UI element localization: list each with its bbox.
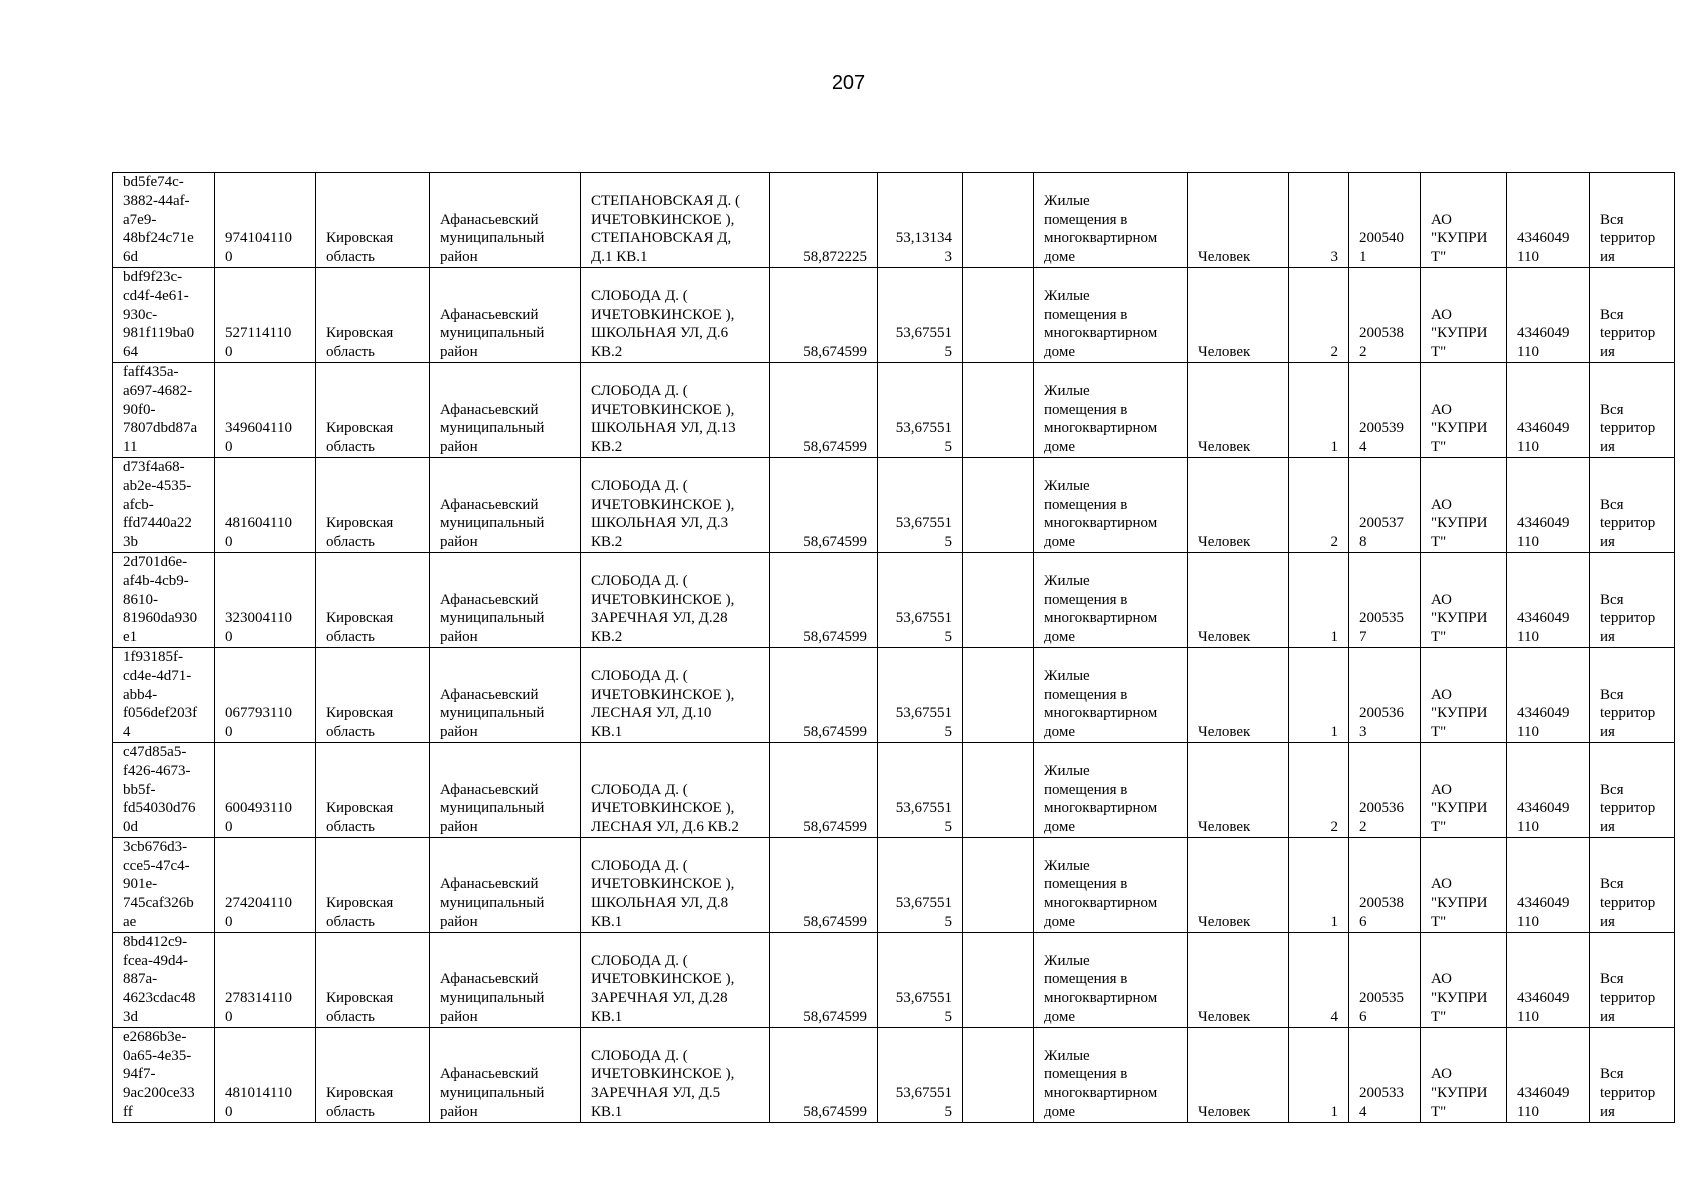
cell-address: СЛОБОДА Д. ( ИЧЕТОВКИНСКОЕ ), ШКОЛЬНАЯ УЛ, Д.13 КВ.2 (581, 362, 770, 457)
cell-district: Афанасьевский муниципальный район (430, 457, 581, 552)
cell-inn: 4346049 110 (1507, 1027, 1590, 1122)
cell-longitude: 53,67551 5 (878, 552, 963, 647)
cell-longitude: 53,67551 5 (878, 1027, 963, 1122)
cell-territory: Вся tерритор ия (1590, 742, 1675, 837)
cell-region: Кировская область (316, 173, 430, 268)
cell-object-type: Жилые помещения в многоквартирном доме (1034, 362, 1188, 457)
cell-longitude: 53,67551 5 (878, 267, 963, 362)
cell-longitude: 53,67551 5 (878, 647, 963, 742)
cell-number: 200539 4 (1349, 362, 1421, 457)
cell-district: Афанасьевский муниципальный район (430, 362, 581, 457)
cell-district: Афанасьевский муниципальный район (430, 742, 581, 837)
cell-longitude: 53,67551 5 (878, 932, 963, 1027)
cell-region: Кировская область (316, 837, 430, 932)
cell-district: Афанасьевский муниципальный район (430, 1027, 581, 1122)
table-row (113, 457, 1675, 552)
cell-unit: Человек (1188, 932, 1289, 1027)
cell-latitude: 58,674599 (770, 647, 878, 742)
cell-district: Афанасьевский муниципальный район (430, 837, 581, 932)
cell-address: СЛОБОДА Д. ( ИЧЕТОВКИНСКОЕ ), ЗАРЕЧНАЯ УЛ, Д.5 КВ.1 (581, 1027, 770, 1122)
cell-address: СЛОБОДА Д. ( ИЧЕТОВКИНСКОЕ ), ЛЕСНАЯ УЛ, Д.6 КВ.2 (581, 742, 770, 837)
registry-table (112, 172, 1675, 1123)
cell-district: Афанасьевский муниципальный район (430, 267, 581, 362)
cell-latitude: 58,674599 (770, 742, 878, 837)
cell-longitude: 53,67551 5 (878, 457, 963, 552)
cell-id: 3cb676d3- cce5-47c4- 901e- 745caf326b ae (113, 837, 215, 932)
cell-inn: 4346049 110 (1507, 932, 1590, 1027)
cell-longitude: 53,67551 5 (878, 742, 963, 837)
table-row (113, 362, 1675, 457)
cell-region: Кировская область (316, 647, 430, 742)
cell-object-type: Жилые помещения в многоквартирном доме (1034, 742, 1188, 837)
cell-code: 274204110 0 (215, 837, 316, 932)
cell-unit: Человек (1188, 837, 1289, 932)
table-row (113, 647, 1675, 742)
cell-code: 481014110 0 (215, 1027, 316, 1122)
cell-number: 200535 6 (1349, 932, 1421, 1027)
cell-inn: 4346049 110 (1507, 173, 1590, 268)
cell-id: c47d85a5- f426-4673- bb5f- fd54030d76 0d (113, 742, 215, 837)
table-row (113, 932, 1675, 1027)
cell-inn: 4346049 110 (1507, 837, 1590, 932)
cell-latitude: 58,872225 (770, 173, 878, 268)
cell-territory: Вся tерритор ия (1590, 932, 1675, 1027)
cell-empty (963, 362, 1034, 457)
cell-latitude: 58,674599 (770, 552, 878, 647)
cell-organization: АО "КУПРИ Т" (1421, 742, 1507, 837)
cell-empty (963, 552, 1034, 647)
cell-district: Афанасьевский муниципальный район (430, 173, 581, 268)
cell-inn: 4346049 110 (1507, 552, 1590, 647)
cell-region: Кировская область (316, 742, 430, 837)
cell-empty (963, 267, 1034, 362)
cell-number: 200535 7 (1349, 552, 1421, 647)
cell-empty (963, 932, 1034, 1027)
cell-code: 323004110 0 (215, 552, 316, 647)
cell-code: 278314110 0 (215, 932, 316, 1027)
cell-number: 200538 2 (1349, 267, 1421, 362)
cell-code: 527114110 0 (215, 267, 316, 362)
cell-empty (963, 173, 1034, 268)
cell-latitude: 58,674599 (770, 457, 878, 552)
cell-count: 1 (1289, 362, 1349, 457)
cell-organization: АО "КУПРИ Т" (1421, 267, 1507, 362)
cell-latitude: 58,674599 (770, 1027, 878, 1122)
cell-count: 3 (1289, 173, 1349, 268)
cell-empty (963, 457, 1034, 552)
cell-inn: 4346049 110 (1507, 267, 1590, 362)
cell-organization: АО "КУПРИ Т" (1421, 1027, 1507, 1122)
cell-empty (963, 837, 1034, 932)
cell-inn: 4346049 110 (1507, 742, 1590, 837)
cell-territory: Вся tерритор ия (1590, 173, 1675, 268)
cell-organization: АО "КУПРИ Т" (1421, 932, 1507, 1027)
cell-id: bdf9f23c- cd4f-4e61- 930c- 981f119ba0 64 (113, 267, 215, 362)
cell-region: Кировская область (316, 552, 430, 647)
cell-district: Афанасьевский муниципальный район (430, 932, 581, 1027)
cell-address: СЛОБОДА Д. ( ИЧЕТОВКИНСКОЕ ), ЗАРЕЧНАЯ УЛ, Д.28 КВ.1 (581, 932, 770, 1027)
cell-territory: Вся tерритор ия (1590, 552, 1675, 647)
cell-address: СЛОБОДА Д. ( ИЧЕТОВКИНСКОЕ ), ЛЕСНАЯ УЛ, Д.10 КВ.1 (581, 647, 770, 742)
cell-inn: 4346049 110 (1507, 457, 1590, 552)
cell-id: d73f4a68- ab2e-4535- afcb- ffd7440a22 3b (113, 457, 215, 552)
cell-unit: Человек (1188, 742, 1289, 837)
cell-unit: Человек (1188, 362, 1289, 457)
cell-object-type: Жилые помещения в многоквартирном доме (1034, 173, 1188, 268)
cell-latitude: 58,674599 (770, 362, 878, 457)
table-row (113, 837, 1675, 932)
cell-inn: 4346049 110 (1507, 362, 1590, 457)
cell-object-type: Жилые помещения в многоквартирном доме (1034, 457, 1188, 552)
cell-empty (963, 647, 1034, 742)
cell-region: Кировская область (316, 932, 430, 1027)
cell-region: Кировская область (316, 457, 430, 552)
cell-organization: АО "КУПРИ Т" (1421, 362, 1507, 457)
cell-address: СТЕПАНОВСКАЯ Д. ( ИЧЕТОВКИНСКОЕ ), СТЕПАНОВСКАЯ Д, Д.1 КВ.1 (581, 173, 770, 268)
cell-object-type: Жилые помещения в многоквартирном доме (1034, 267, 1188, 362)
cell-object-type: Жилые помещения в многоквартирном доме (1034, 552, 1188, 647)
cell-organization: АО "КУПРИ Т" (1421, 647, 1507, 742)
cell-territory: Вся tерритор ия (1590, 457, 1675, 552)
cell-unit: Человек (1188, 647, 1289, 742)
cell-territory: Вся tерритор ия (1590, 837, 1675, 932)
cell-count: 2 (1289, 267, 1349, 362)
cell-region: Кировская область (316, 1027, 430, 1122)
cell-latitude: 58,674599 (770, 932, 878, 1027)
cell-latitude: 58,674599 (770, 267, 878, 362)
table-row (113, 1027, 1675, 1122)
cell-number: 200537 8 (1349, 457, 1421, 552)
cell-longitude: 53,13134 3 (878, 173, 963, 268)
cell-unit: Человек (1188, 267, 1289, 362)
page-number: 207 (831, 72, 866, 94)
cell-district: Афанасьевский муниципальный район (430, 552, 581, 647)
cell-code: 974104110 0 (215, 173, 316, 268)
cell-address: СЛОБОДА Д. ( ИЧЕТОВКИНСКОЕ ), ШКОЛЬНАЯ УЛ, Д.3 КВ.2 (581, 457, 770, 552)
cell-count: 1 (1289, 552, 1349, 647)
cell-region: Кировская область (316, 362, 430, 457)
cell-id: faff435a- a697-4682- 90f0- 7807dbd87a 11 (113, 362, 215, 457)
cell-count: 1 (1289, 837, 1349, 932)
cell-id: e2686b3e- 0a65-4e35- 94f7- 9ac200ce33 ff (113, 1027, 215, 1122)
cell-code: 600493110 0 (215, 742, 316, 837)
cell-count: 4 (1289, 932, 1349, 1027)
cell-organization: АО "КУПРИ Т" (1421, 173, 1507, 268)
cell-count: 1 (1289, 1027, 1349, 1122)
cell-region: Кировская область (316, 267, 430, 362)
cell-number: 200536 2 (1349, 742, 1421, 837)
cell-unit: Человек (1188, 173, 1289, 268)
cell-object-type: Жилые помещения в многоквартирном доме (1034, 1027, 1188, 1122)
cell-address: СЛОБОДА Д. ( ИЧЕТОВКИНСКОЕ ), ШКОЛЬНАЯ УЛ, Д.6 КВ.2 (581, 267, 770, 362)
cell-id: 8bd412c9- fcea-49d4- 887a- 4623cdac48 3d (113, 932, 215, 1027)
cell-number: 200533 4 (1349, 1027, 1421, 1122)
cell-number: 200540 1 (1349, 173, 1421, 268)
cell-organization: АО "КУПРИ Т" (1421, 457, 1507, 552)
cell-organization: АО "КУПРИ Т" (1421, 837, 1507, 932)
cell-empty (963, 742, 1034, 837)
cell-number: 200538 6 (1349, 837, 1421, 932)
cell-number: 200536 3 (1349, 647, 1421, 742)
cell-empty (963, 1027, 1034, 1122)
cell-id: bd5fe74c- 3882-44af- a7e9- 48bf24c71e 6d (113, 173, 215, 268)
cell-code: 067793110 0 (215, 647, 316, 742)
cell-id: 1f93185f- cd4e-4d71- abb4- f056def203f 4 (113, 647, 215, 742)
cell-organization: АО "КУПРИ Т" (1421, 552, 1507, 647)
cell-code: 349604110 0 (215, 362, 316, 457)
cell-territory: Вся tерритор ия (1590, 647, 1675, 742)
cell-object-type: Жилые помещения в многоквартирном доме (1034, 647, 1188, 742)
cell-territory: Вся tерритор ия (1590, 267, 1675, 362)
cell-object-type: Жилые помещения в многоквартирном доме (1034, 932, 1188, 1027)
cell-inn: 4346049 110 (1507, 647, 1590, 742)
cell-address: СЛОБОДА Д. ( ИЧЕТОВКИНСКОЕ ), ЗАРЕЧНАЯ УЛ, Д.28 КВ.2 (581, 552, 770, 647)
cell-territory: Вся tерритор ия (1590, 1027, 1675, 1122)
cell-unit: Человек (1188, 457, 1289, 552)
cell-count: 2 (1289, 742, 1349, 837)
table-row (113, 552, 1675, 647)
cell-latitude: 58,674599 (770, 837, 878, 932)
cell-territory: Вся tерритор ия (1590, 362, 1675, 457)
cell-count: 1 (1289, 647, 1349, 742)
table-row (113, 267, 1675, 362)
cell-object-type: Жилые помещения в многоквартирном доме (1034, 837, 1188, 932)
cell-unit: Человек (1188, 1027, 1289, 1122)
cell-address: СЛОБОДА Д. ( ИЧЕТОВКИНСКОЕ ), ШКОЛЬНАЯ УЛ, Д.8 КВ.1 (581, 837, 770, 932)
cell-longitude: 53,67551 5 (878, 362, 963, 457)
cell-id: 2d701d6e- af4b-4cb9- 8610- 81960da930 e1 (113, 552, 215, 647)
table-row (113, 173, 1675, 268)
cell-code: 481604110 0 (215, 457, 316, 552)
cell-unit: Человек (1188, 552, 1289, 647)
cell-count: 2 (1289, 457, 1349, 552)
cell-longitude: 53,67551 5 (878, 837, 963, 932)
table-row (113, 742, 1675, 837)
cell-district: Афанасьевский муниципальный район (430, 647, 581, 742)
